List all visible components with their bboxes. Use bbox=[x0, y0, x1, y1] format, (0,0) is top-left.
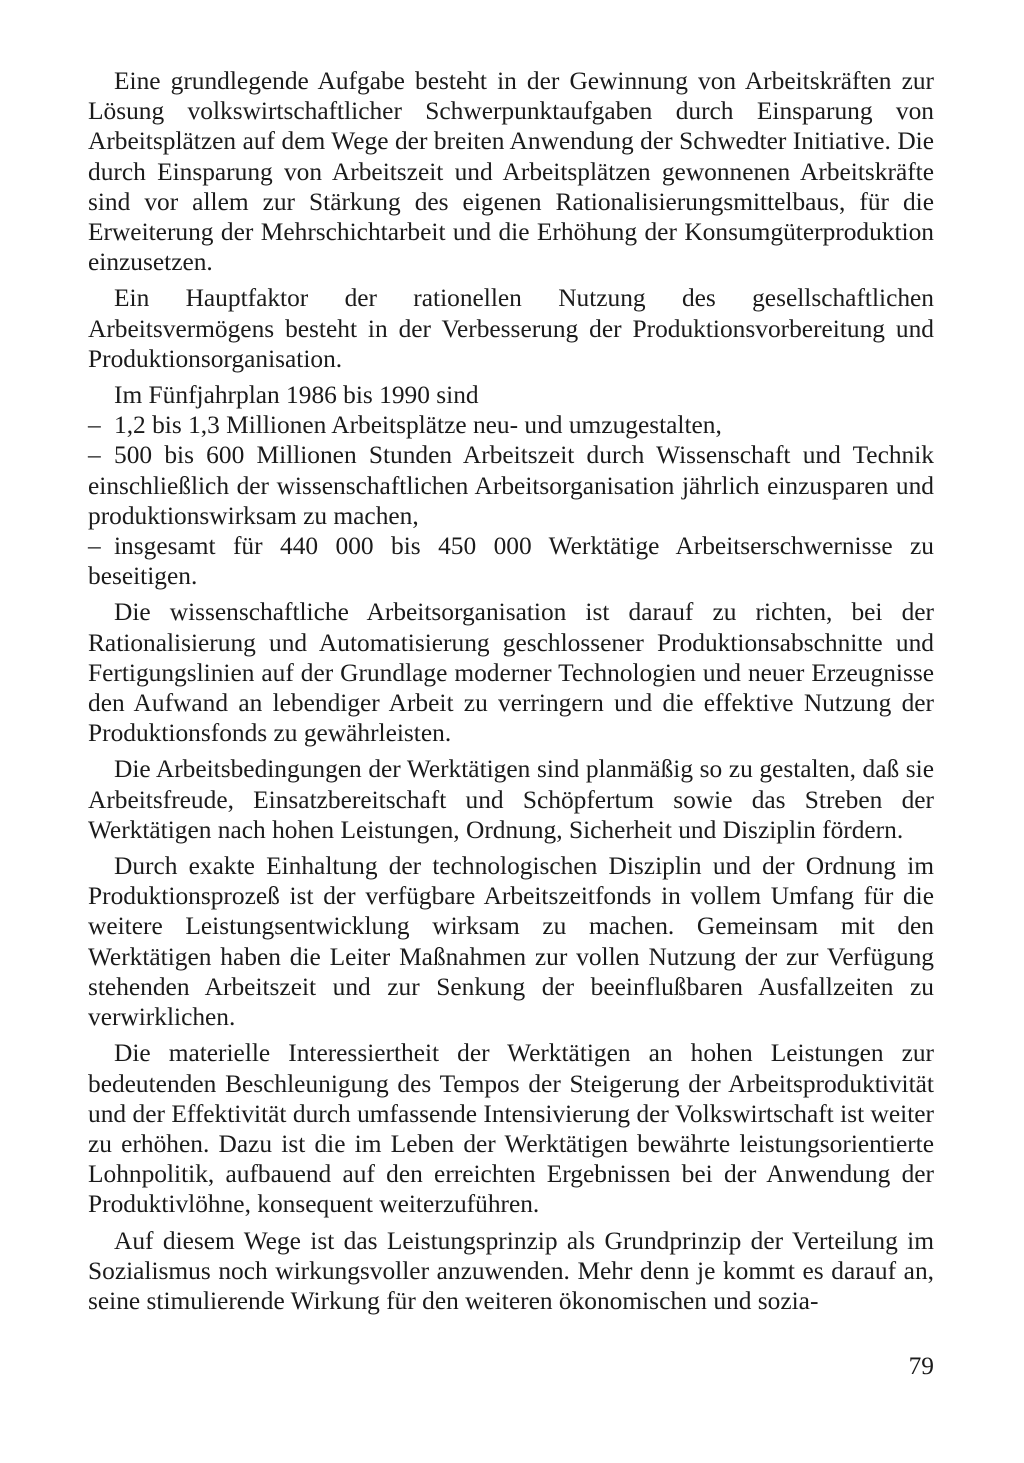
page-number: 79 bbox=[908, 1352, 934, 1380]
paragraph-2: Ein Hauptfaktor der rationellen Nutzung des gesellschaftlichen Arbeitsvermögens besteht in der Verbesserung der Produktionsvorbereitung und Produktionsorganisation. bbox=[88, 284, 934, 373]
list-item-2 bbox=[88, 440, 934, 531]
paragraph-3: Im Fünfjahrplan 1986 bis 1990 sind bbox=[114, 381, 479, 410]
paragraph-1: Eine grundlegende Aufgabe besteht in der Gewinnung von Arbeitskräften zur Lösung volkswirtschaftlicher Schwerpunktaufgaben durch Einsparung von Arbeitsplätzen auf dem Wege der breiten Anwendung der Schwedter Initiative. Die durch Einsparung von Arbeitszeit und Arbeitsplätzen gewonnenen Arbeitskräfte sind vor allem zur Stärkung des eigenen Rationalisierungsmittelbaus, für die Erweiterung der Mehrschichtarbeit und die Erhöhung der Konsumgüterproduktion einzusetzen. bbox=[88, 67, 934, 277]
paragraph-11: Auf diesem Wege ist das Leistungsprinzip als Grundprinzip der Verteilung im Sozialismus noch wirkungsvoller anzuwenden. Mehr denn je kommt es darauf an, seine stimulierende Wirkung für den weiteren ökonomischen und sozia- bbox=[88, 1226, 934, 1315]
paragraph-10: Die materielle Interessiertheit der Werktätigen an hohen Leistungen zur bedeutenden Beschleunigung des Tempos der Steigerung der Arbeitsproduktivität und der Effektivität durch umfassende Intensivierung der Volkswirtschaft ist weiter zu erhöhen. Dazu ist die im Leben der Werktätigen bewährte leistungsorientierte Lohnpolitik, aufbauend auf den erreichten Ergebnissen bei der Anwendung der Produktivlöhne, konsequent weiterzuführen. bbox=[88, 1039, 934, 1219]
list-item-3 bbox=[88, 531, 934, 591]
document-body bbox=[88, 66, 934, 1316]
list-item-text: 1,2 bis 1,3 Millionen Arbeitsplätze neu- und umzugestalten, bbox=[114, 411, 722, 440]
list-item-1 bbox=[88, 410, 934, 440]
paragraph-9: Durch exakte Einhaltung der technologischen Disziplin und der Ordnung im Produktionsprozeß ist der verfügbare Arbeitszeitfonds in vollem Umfang für die weitere Leistungsentwicklung wirksam zu machen. Gemeinsam mit den Werktätigen haben die Leiter Maßnahmen zur vollen Nutzung der zur Verfügung stehenden Arbeitszeit und zur Senkung der beeinflußbaren Ausfallzeiten zu verwirklichen. bbox=[88, 852, 934, 1032]
list-item-text: 500 bis 600 Millionen Stunden Arbeitszeit durch Wissenschaft und Technik einschließlich der wissenschaftlichen Arbeitsorganisation jährlich einzusparen und produktionswirksam zu machen, bbox=[88, 441, 934, 530]
list-item-text: insgesamt für 440 000 bis 450 000 Werktätige Arbeitserschwernisse zu beseitigen. bbox=[88, 532, 934, 591]
paragraph-8: Die Arbeitsbedingungen der Werktätigen sind planmäßig so zu gestalten, daß sie Arbeitsfreude, Einsatzbereitschaft und Schöpfertum sowie das Streben der Werktätigen nach hohen Leistungen, Ordnung, Sicherheit und Disziplin fördern. bbox=[88, 755, 934, 844]
paragraph-7: Die wissenschaftliche Arbeitsorganisation ist darauf zu richten, bei der Rationalisierung und Automatisierung geschlossener Produktionsabschnitte und Fertigungslinien auf der Grundlage moderner Technologien und neuer Erzeugnisse den Aufwand an lebendiger Arbeit zu verringern und die effektive Nutzung der Produktionsfonds zu gewährleisten. bbox=[88, 598, 934, 748]
